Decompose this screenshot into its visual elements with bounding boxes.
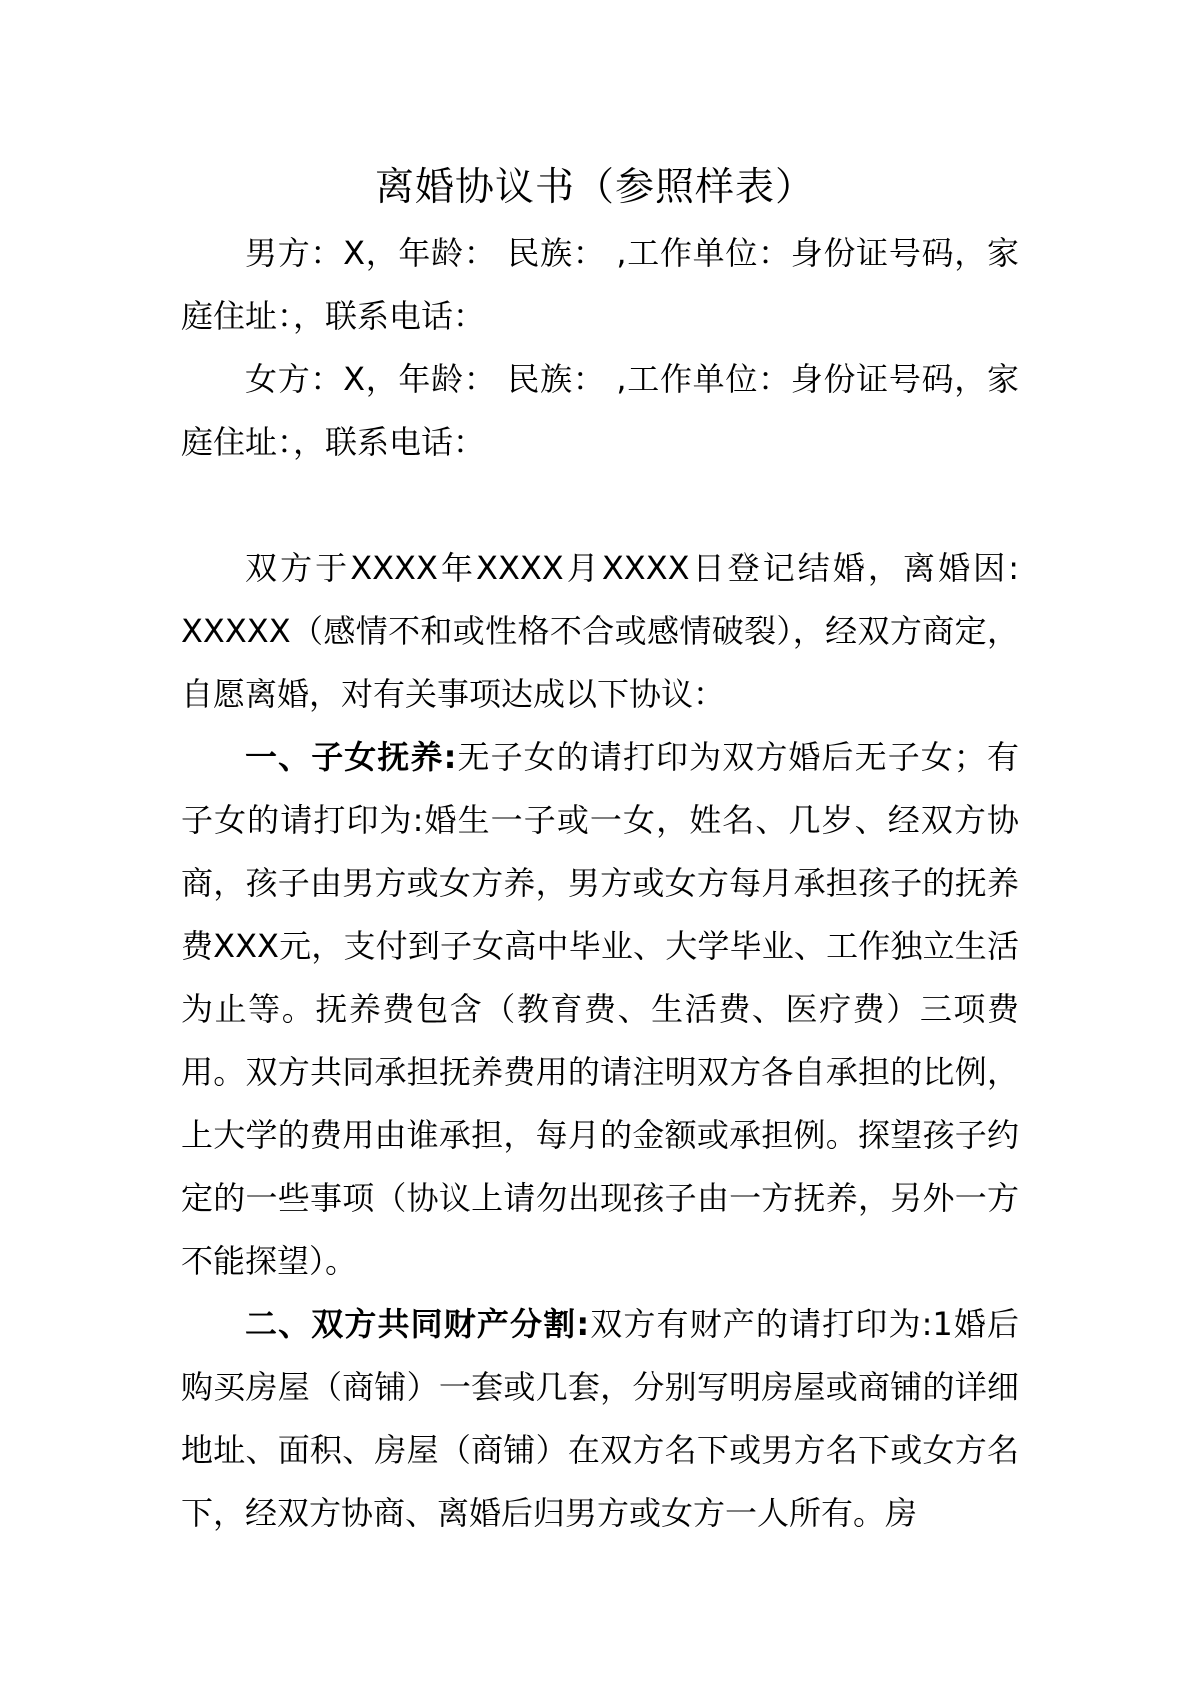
document-title: 离婚协议书（参照样表） — [374, 165, 815, 210]
female-party-paragraph: 女方：X，年龄： 民族： ,工作单位：身份证号码，家庭住址：，联系电话： — [181, 360, 1019, 461]
section-heading: 二、双方共同财产分割: — [245, 1305, 590, 1343]
section-text: 无子女的请打印为双方婚后无子女；有子女的请打印为:婚生一子或一女，姓名、几岁、经双方协商，孩子由男方或女方养，男方或女方每月承担孩子的抚养费XXX元，支付到子女高中毕业、大学毕业、工作独立生活为止等。抚养费包含（教育费、生活费、医疗费）三项费用。双方共同承担抚养费用的请注明双方各自承担的比例，上大学的费用由谁承担，每月的金额或承担例。探望孩子约定的一些事项（协议上请勿出现孩子由一方抚养，另外一方不能探望）。 — [181, 738, 1019, 1280]
section-child-custody — [181, 726, 1019, 1293]
document-body — [181, 222, 1019, 1545]
section-property-division — [181, 1293, 1019, 1545]
section-text: 双方有财产的请打印为:1婚后购买房屋（商铺）一套或几套，分别写明房屋或商铺的详细地址、面积、房屋（商铺）在双方名下或男方名下或女方名下，经双方协商、离婚后归男方或女方一人所有。房 — [181, 1305, 1019, 1532]
male-party-paragraph: 男方：X，年龄： 民族： ,工作单位：身份证号码，家庭住址：，联系电话： — [181, 234, 1019, 335]
section-heading: 一、子女抚养: — [245, 738, 457, 776]
intro-paragraph: 双方于XXXX年XXXX月XXXX日登记结婚，离婚因: XXXXX（感情不和或性格不合或感情破裂），经双方商定，自愿离婚，对有关事项达成以下协议： — [181, 549, 1019, 713]
